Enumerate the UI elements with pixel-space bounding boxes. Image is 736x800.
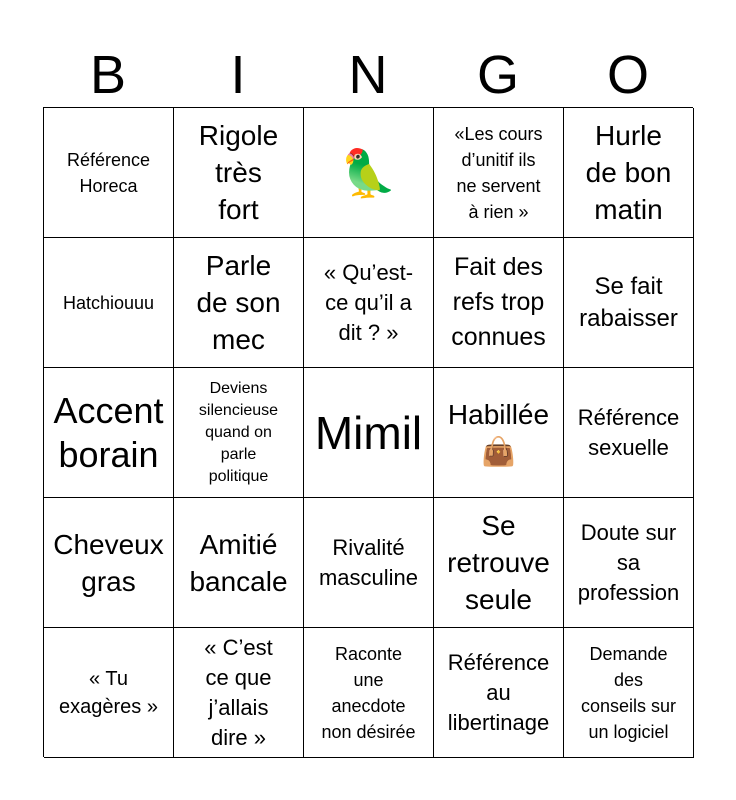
bingo-cell-r3c1[interactable] <box>44 368 174 498</box>
header-letter-b: B <box>89 45 127 105</box>
bingo-cell-r4c5[interactable] <box>564 498 694 628</box>
bingo-cell-r3c2[interactable] <box>174 368 304 498</box>
cell-text: Se retrouve seule <box>447 510 550 615</box>
bingo-cell-r4c2[interactable] <box>174 498 304 628</box>
bingo-cell-r3c5[interactable] <box>564 368 694 498</box>
cell-text: « Qu’est- ce qu’il a dit ? » <box>323 259 414 345</box>
bingo-cell-r2c3[interactable] <box>304 238 434 368</box>
cell-text: Amitié bancale <box>189 528 288 597</box>
bingo-cell-r3c4[interactable] <box>434 368 564 498</box>
bingo-cell-r2c1[interactable] <box>44 238 174 368</box>
bingo-cell-r1c2[interactable] <box>174 108 304 238</box>
cell-text: Doute sur sa profession <box>577 519 680 605</box>
bingo-cell-r5c1[interactable] <box>44 628 174 758</box>
cell-text: Mimil <box>314 406 423 459</box>
bingo-cell-r5c2[interactable] <box>174 628 304 758</box>
header-letter-g: G <box>476 45 519 105</box>
header-letter-n: N <box>348 45 388 105</box>
bingo-cell-r4c3[interactable] <box>304 498 434 628</box>
cell-text: Raconte une anecdote non désirée <box>321 643 416 742</box>
bingo-header <box>43 42 693 108</box>
bingo-cell-r2c4[interactable] <box>434 238 564 368</box>
cell-text: Référence sexuelle <box>577 404 680 460</box>
bingo-cell-r1c5[interactable] <box>564 108 694 238</box>
cell-text: Référence au libertinage <box>447 649 550 735</box>
header-letter-o: O <box>606 45 649 105</box>
cell-text: «Les cours d’unitif ils ne servent à rien » <box>454 123 543 222</box>
cell-text: Hurle de bon matin <box>585 120 672 225</box>
cell-text: Parle de son mec <box>196 250 281 355</box>
cell-text: Se fait rabaisser <box>579 272 678 332</box>
cell-text: Hatchiouuu <box>62 292 155 313</box>
cell-text: « Tu exagères » <box>59 667 158 718</box>
cell-text: Rivalité masculine <box>318 534 419 590</box>
bingo-cell-r4c1[interactable] <box>44 498 174 628</box>
cell-text: Cheveux gras <box>53 528 164 597</box>
bingo-cell-r2c2[interactable] <box>174 238 304 368</box>
bingo-cell-r1c1[interactable] <box>44 108 174 238</box>
bingo-grid <box>43 107 693 757</box>
cell-text: Deviens silencieuse quand on parle politique <box>198 379 279 485</box>
bingo-cell-r5c3[interactable] <box>304 628 434 758</box>
bingo-cell-r5c5[interactable] <box>564 628 694 758</box>
bingo-cell-r2c5[interactable] <box>564 238 694 368</box>
bingo-cell-r1c4[interactable] <box>434 108 564 238</box>
cell-text: Référence Horeca <box>66 149 151 196</box>
cell-text: Accent borain <box>53 389 164 475</box>
header-letter-i: I <box>230 45 246 105</box>
bingo-cell-r5c4[interactable] <box>434 628 564 758</box>
cell-text: Rigole très fort <box>198 120 279 225</box>
cell-text: Fait des refs trop connues <box>451 253 546 351</box>
cell-text: Habillée 👜 <box>447 398 550 467</box>
parrot-icon: 🦜 <box>339 146 398 199</box>
bingo-cell-r3c3[interactable] <box>304 368 434 498</box>
cell-text: « C’est ce que j’allais dire » <box>204 634 273 750</box>
bingo-cell-r4c4[interactable] <box>434 498 564 628</box>
bingo-cell-r1c3[interactable] <box>304 108 434 238</box>
cell-text: Demande des conseils sur un logiciel <box>580 643 677 742</box>
